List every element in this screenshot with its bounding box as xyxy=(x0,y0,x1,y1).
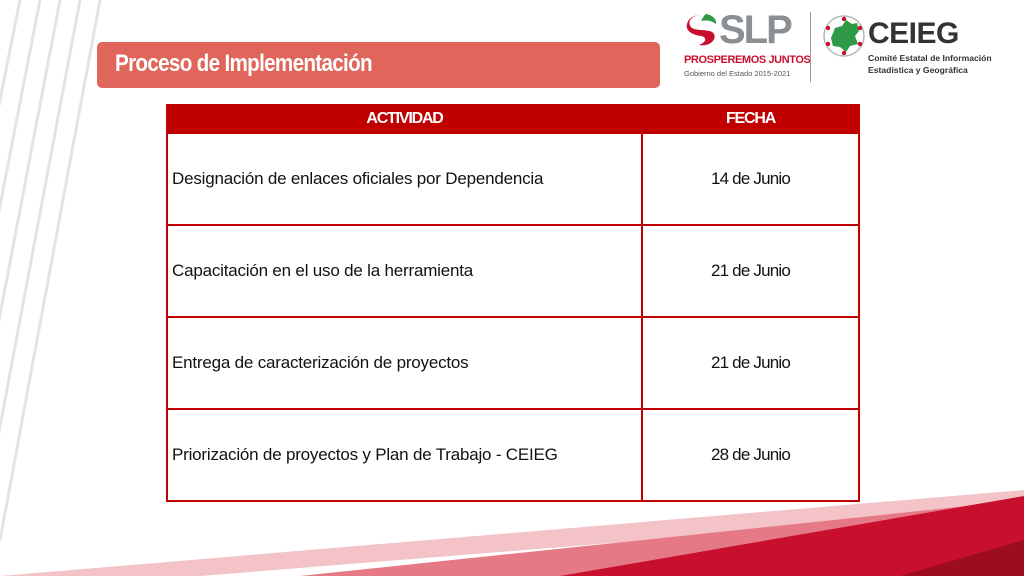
table-row xyxy=(167,409,859,501)
ceieg-subtitle-line2: Estadística y Geográfica xyxy=(868,65,968,75)
logo-divider xyxy=(810,12,811,82)
page-title: Proceso de Implementación xyxy=(115,50,372,77)
slp-government-period: Gobierno del Estado 2015-2021 xyxy=(684,69,791,78)
slp-emblem-icon xyxy=(683,12,721,50)
column-header-actividad: ACTIVIDAD xyxy=(167,105,642,133)
table-row xyxy=(167,225,859,317)
ceieg-logo xyxy=(822,14,1018,84)
activity-cell: Entrega de caracterización de proyectos xyxy=(167,317,642,409)
schedule-table-container xyxy=(166,104,858,500)
table-row xyxy=(167,133,859,225)
ceieg-subtitle xyxy=(868,52,992,76)
table-header-row xyxy=(167,105,859,133)
schedule-table xyxy=(166,104,860,502)
ceieg-map-emblem-icon xyxy=(822,14,866,58)
ceieg-wordmark: CEIEG xyxy=(868,17,959,50)
activity-cell: Capacitación en el uso de la herramienta xyxy=(167,225,642,317)
ceieg-subtitle-line1: Comité Estatal de Información xyxy=(868,53,992,63)
table-row xyxy=(167,317,859,409)
date-cell: 21 de Junio xyxy=(642,317,859,409)
date-cell: 14 de Junio xyxy=(642,133,859,225)
activity-cell: Designación de enlaces oficiales por Dependencia xyxy=(167,133,642,225)
slp-wordmark: SLP xyxy=(719,8,791,52)
date-cell: 28 de Junio xyxy=(642,409,859,501)
date-cell: 21 de Junio xyxy=(642,225,859,317)
column-header-fecha: FECHA xyxy=(642,105,859,133)
activity-cell: Priorización de proyectos y Plan de Trabajo - CEIEG xyxy=(167,409,642,501)
title-bar xyxy=(97,42,660,88)
slp-logo xyxy=(683,8,811,82)
slp-slogan: PROSPEREMOS JUNTOS xyxy=(684,54,811,66)
